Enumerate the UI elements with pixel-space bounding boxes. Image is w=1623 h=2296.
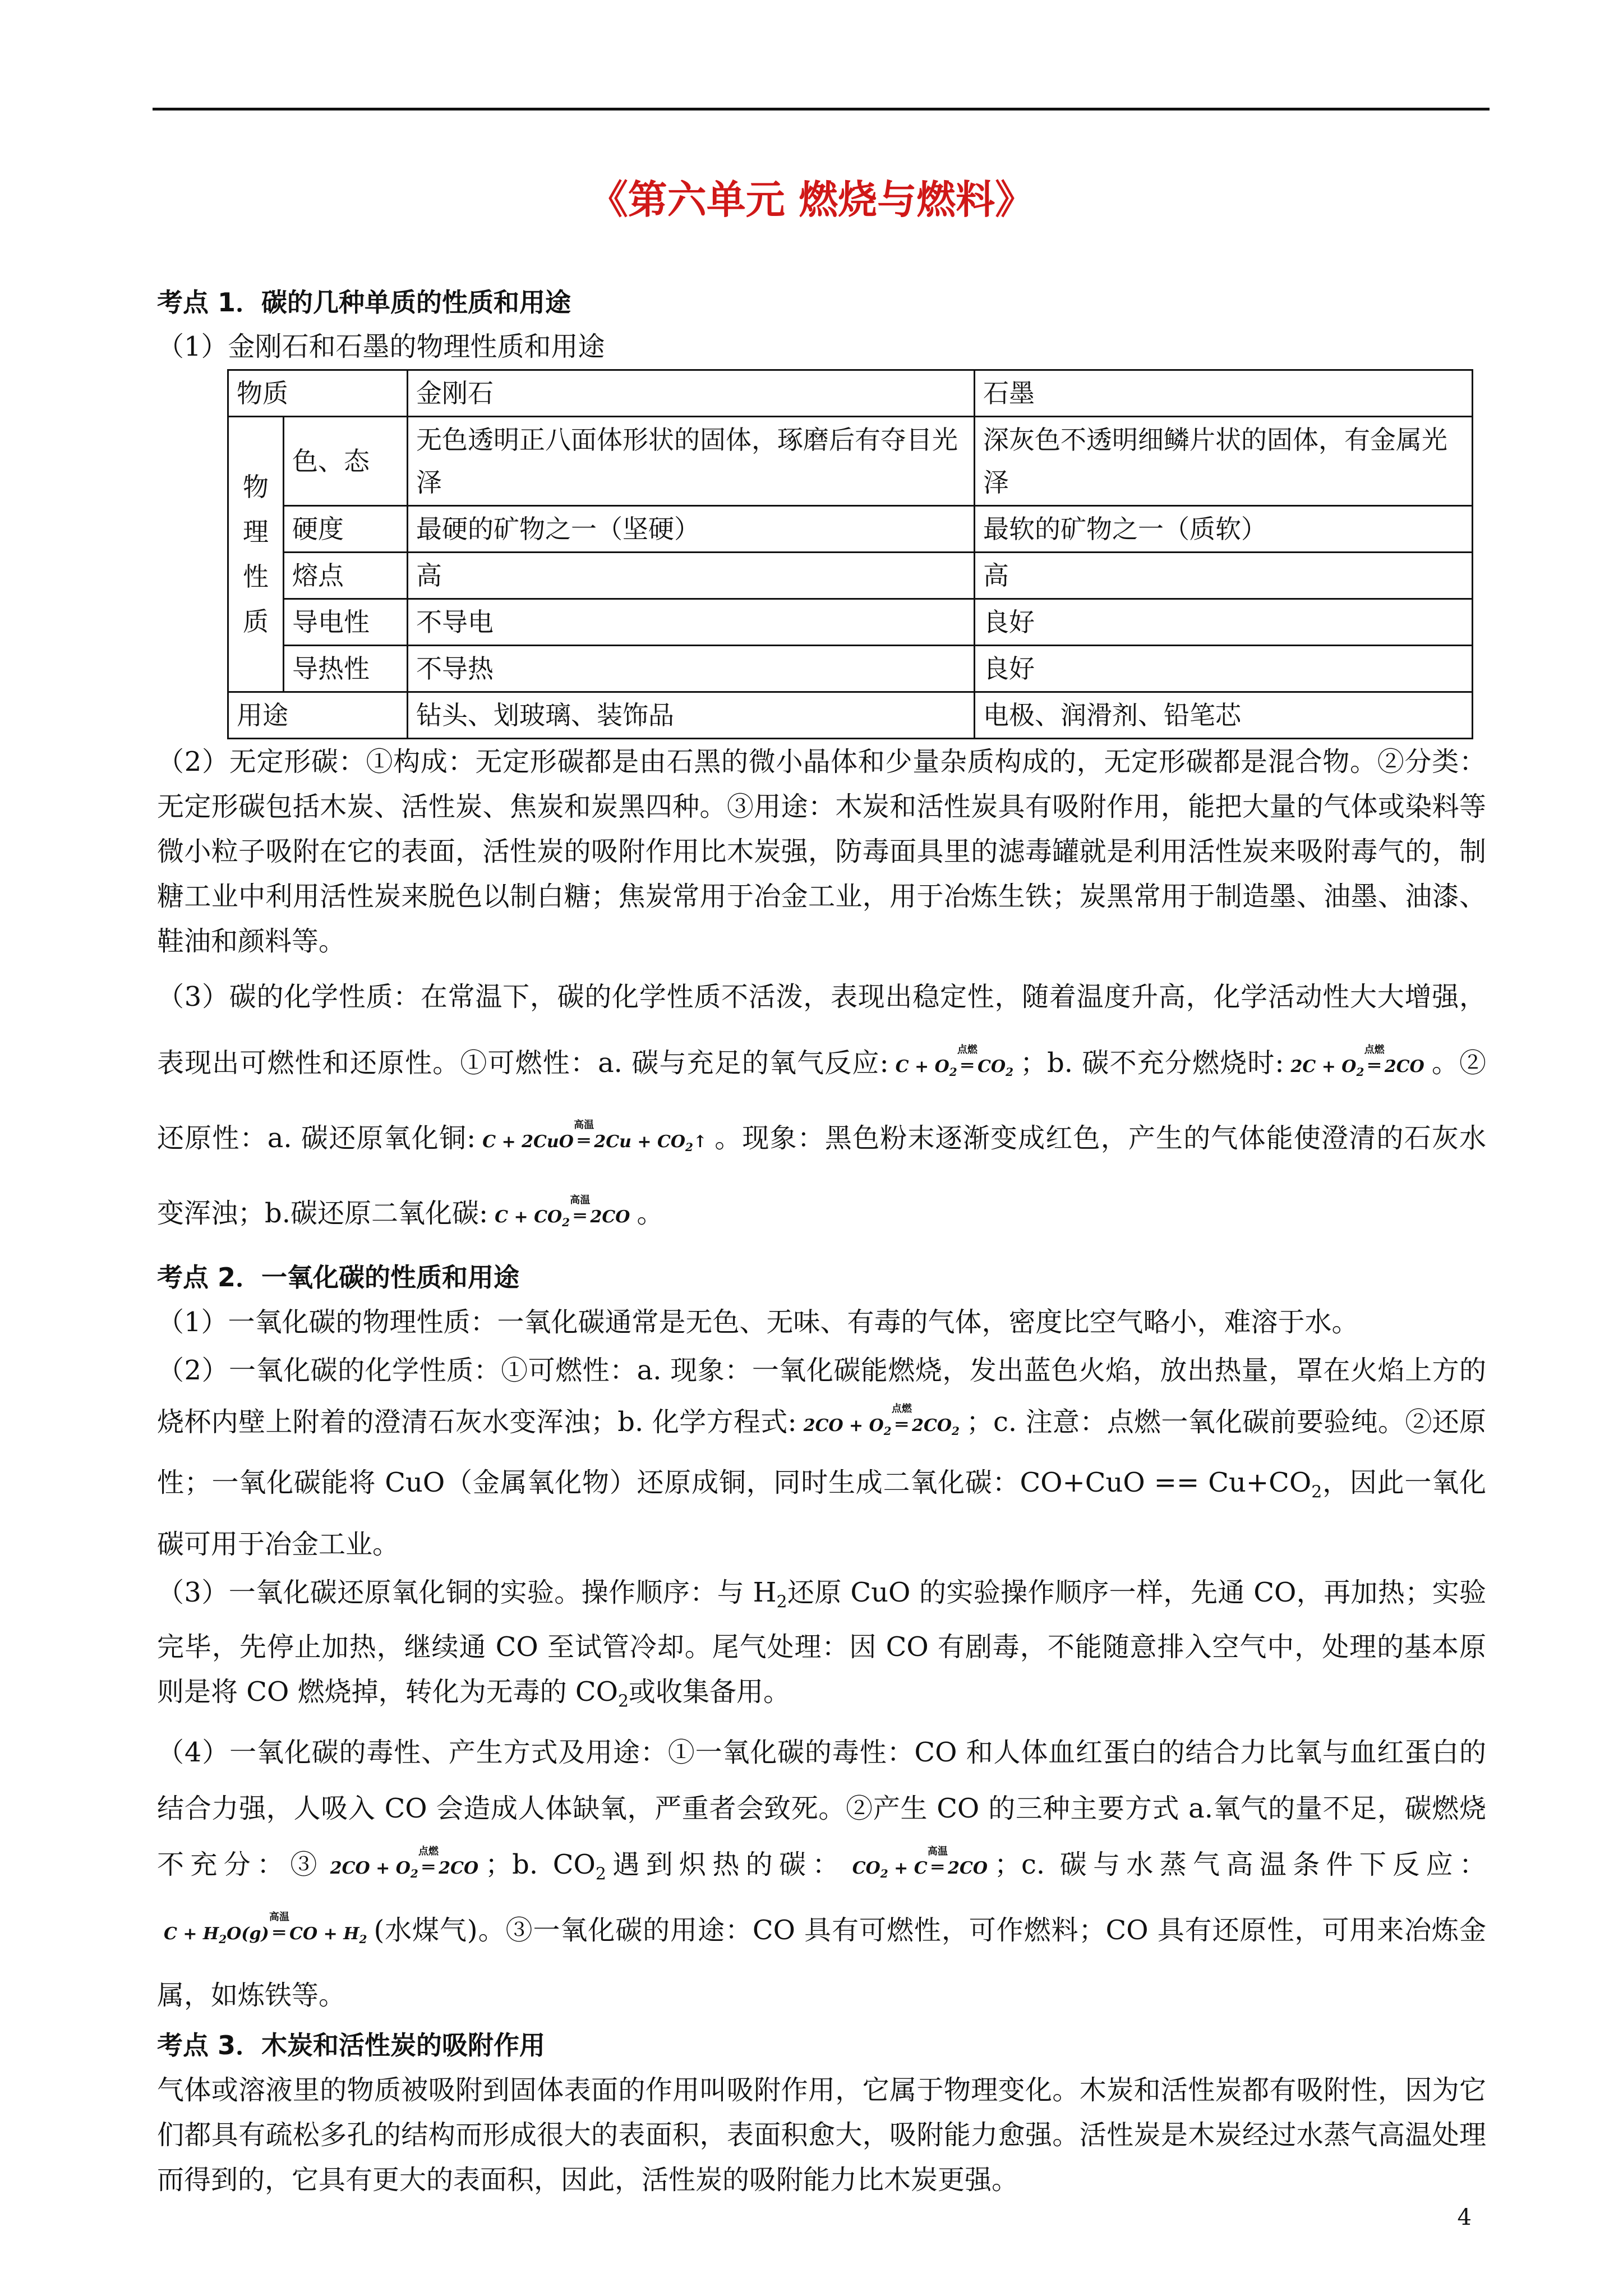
text: ；c. 碳与水蒸气高温条件下反应： <box>994 1848 1486 1880</box>
equation-c-co2: $C + CO_2$ 高温 ═ 2CO <box>495 1183 630 1255</box>
section-heading-1: 考点 1．碳的几种单质的性质和用途 <box>157 287 571 318</box>
eq-left: C + CO <box>495 1207 562 1227</box>
table-row <box>228 506 1473 553</box>
eq-left: 2CO + O <box>803 1416 884 1435</box>
table-row <box>228 370 1473 417</box>
equation-c-h2o: $C + H_2O(g)$ 高温 ═ CO + $H_2$ <box>164 1905 367 1967</box>
subscript: 2 <box>595 1864 606 1884</box>
table-cell: 熔点 <box>284 553 408 599</box>
text: 或收集备用。 <box>629 1676 791 1708</box>
carbon-properties-table <box>227 369 1473 739</box>
table-header-cell: 石墨 <box>975 370 1473 417</box>
eq-right: CO <box>978 1057 1006 1076</box>
text: 还原 CuO 的实验操作顺序一样，先通 CO，再加热；实验完毕，先停止加热，继续通 CO 至试管冷却。尾气处理：因 CO 有剧毒，不能随意排入空气中，处理的基本原则是将 CO 燃烧掉，转化为无毒的 CO <box>157 1576 1486 1708</box>
header-rule <box>153 108 1490 111</box>
text: ；b. CO <box>485 1848 596 1880</box>
table-cell: 良好 <box>975 599 1473 646</box>
eq-right: CO + H <box>289 1924 359 1944</box>
eq-left: C + H <box>164 1924 219 1944</box>
text: （3）碳的化学性质：在常温下，碳的化学性质不活泼，表现出稳定性，随着温度升高，化学活动性大大增强，表现出可燃性和还原性。①可燃性：a. 碳与充足的氧气反应: <box>157 981 1486 1079</box>
subscript: 2 <box>1311 1482 1322 1502</box>
paragraph-co-experiment <box>157 1570 1486 1724</box>
text: 遇到炽热的碳： <box>606 1848 846 1880</box>
text: （3）一氧化碳还原氧化铜的实验。操作顺序：与 H <box>157 1576 777 1608</box>
table-row <box>228 646 1473 692</box>
category-char: 性 <box>243 562 269 592</box>
paragraph-co-chemical <box>157 1345 1486 1570</box>
eq-cond-label: 点燃 <box>957 1044 978 1056</box>
table-cell: 不导热 <box>408 646 975 692</box>
eq-right: 2CO <box>1384 1057 1424 1076</box>
section-heading-2: 考点 2．一氧化碳的性质和用途 <box>157 1262 520 1292</box>
table-cell: 硬度 <box>284 506 408 553</box>
text: ；b. 碳不充分燃烧时: <box>1020 1047 1284 1079</box>
section-heading-3: 考点 3．木炭和活性炭的吸附作用 <box>157 2030 546 2061</box>
text: （2）一氧化碳的化学性质：①可燃性：a. 现象：一氧化碳能燃烧，发出蓝色火焰，放出热量，罩在火焰上方的烧杯内壁上附着的澄清石灰水变浑浊；b. 化学方程式: <box>157 1355 1486 1438</box>
table-cell: 不导电 <box>408 599 975 646</box>
table-cell: 无色透明正八面体形状的固体，琢磨后有夺目光泽 <box>408 417 975 506</box>
table-cell: 导电性 <box>284 599 408 646</box>
eq-left: C + 2CuO <box>482 1132 574 1152</box>
table-cell: 钻头、划玻璃、装饰品 <box>408 692 975 739</box>
text: ，因此一氧化碳可用于冶金工业。 <box>157 1467 1486 1560</box>
paragraph-carbon-chemistry <box>157 964 1486 1255</box>
category-cell <box>228 417 284 692</box>
eq-condition: 点燃 ═ <box>1368 1033 1380 1100</box>
table-cell: 良好 <box>975 646 1473 692</box>
table-row <box>228 553 1473 599</box>
equation-c-o2-full: $C + O_2$ 点燃 ═ $CO_2$ <box>896 1033 1013 1105</box>
eq-cond-label: 高温 <box>570 1194 591 1206</box>
text: 。 <box>637 1198 664 1229</box>
paragraph-amorphous-carbon: （2）无定形碳：①构成：无定形碳都是由石黑的微小晶体和少量杂质构成的，无定形碳都是混合物。②分类：无定形碳包括木炭、活性炭、焦炭和炭黑四种。③用途：木炭和活性炭具有吸附作用，能把大量的气体或染料等微小粒子吸附在它的表面，活性炭的吸附作用比木炭强，防毒面具里的滤毒罐就是利用活性炭来吸附毒气的，制糖工业中利用活性炭来脱色以制白糖；焦炭常用于冶金工业，用于冶炼生铁；炭黑常用于制造墨、油墨、油漆、鞋油和颜料等。 <box>157 746 1486 957</box>
eq-cond-label: 高温 <box>574 1119 594 1131</box>
eq-left: CO <box>852 1858 880 1878</box>
page-title: 《第六单元 燃烧与燃料》 <box>588 177 1035 223</box>
eq-left-2: + C <box>888 1858 928 1878</box>
paragraph-adsorption: 气体或溶液里的物质被吸附到固体表面的作用叫吸附作用，它属于物理变化。木炭和活性炭都有吸附性，因为它们都具有疏松多孔的结构而形成很大的表面积，表面积愈大，吸附能力愈强。活性炭是木炭经过水蒸气高温处理而得到的，它具有更大的表面积，因此，活性炭的吸附能力比木炭更强。 <box>157 2074 1486 2196</box>
eq-condition: 点燃 ═ <box>962 1033 973 1100</box>
eq-cond-label: 高温 <box>269 1911 289 1924</box>
category-char: 理 <box>243 517 269 547</box>
paragraph-co-toxicity <box>157 1724 1486 2024</box>
eq-right: 2CO <box>912 1416 952 1435</box>
eq-cond-label: 点燃 <box>418 1845 439 1857</box>
eq-condition: 点燃 ═ <box>896 1399 907 1452</box>
table-row <box>228 417 1473 506</box>
eq-right: 2CO <box>439 1858 479 1878</box>
table-cell: 深灰色不透明细鳞片状的固体，有金属光泽 <box>975 417 1473 506</box>
table-header-cell: 物质 <box>228 370 408 417</box>
text: 。现象：黑色粉末逐渐变成红色，产生的气体能使澄清的石灰水变浑浊；b.碳还原二氧化碳: <box>157 1122 1486 1229</box>
eq-condition: 高温 ═ <box>932 1839 943 1897</box>
page-number: 4 <box>1457 2205 1472 2230</box>
equation-co-o2: $2CO + O_2$ 点燃 ═ $2CO_2$ <box>804 1399 960 1457</box>
category-char: 质 <box>243 606 269 637</box>
subscript: 2 <box>617 1691 629 1711</box>
equation-c-o2-partial: $2C + O_2$ 点燃 ═ 2CO <box>1291 1033 1424 1105</box>
eq-left: 2C + O <box>1290 1057 1357 1076</box>
content <box>157 280 1486 2202</box>
table-cell: 高 <box>408 553 975 599</box>
eq-condition: 点燃 ═ <box>423 1839 434 1897</box>
text: 。②还原性：a. 碳还原氧化铜: <box>157 1047 1486 1154</box>
table-cell: 用途 <box>228 692 408 739</box>
eq-right: 2CO <box>948 1858 988 1878</box>
text: ；c. 注意：点燃一氧化碳前要验纯。②还原性；一氧化碳能将 CuO（金属氧化物）还原成铜，同时生成二氧化碳：CO+CuO == Cu+CO <box>157 1406 1486 1498</box>
eq-cond-label: 点燃 <box>891 1403 912 1415</box>
eq-condition: 高温 ═ <box>274 1905 285 1962</box>
eq-right: 2CO <box>590 1207 630 1227</box>
category-char: 物 <box>243 472 269 502</box>
eq-condition: 高温 ═ <box>578 1108 589 1175</box>
subscript: 2 <box>776 1592 787 1612</box>
text: (水煤气)。③一氧化碳的用途：CO 具有可燃性，可作燃料；CO 具有还原性，可用来冶炼金属，如炼铁等。 <box>157 1915 1486 2012</box>
text: （4）一氧化碳的毒性、产生方式及用途：①一氧化碳的毒性：CO 和人体血红蛋白的结合力比氧与血红蛋白的结合力强，人吸入 CO 会造成人体缺氧，严重者会致死。②产生 CO 的三种主要方式 a.氧气的量不足，碳燃烧不充分：③ <box>157 1736 1486 1880</box>
table-cell: 最硬的矿物之一（坚硬） <box>408 506 975 553</box>
table-row <box>228 692 1473 739</box>
eq-tail: ↑ <box>693 1132 708 1152</box>
equation-co2-c: $CO_2 + C$ 高温 ═ 2CO <box>852 1839 988 1902</box>
eq-right: 2Cu + CO <box>594 1132 685 1152</box>
table-cell: 高 <box>975 553 1473 599</box>
eq-left: 2CO + O <box>330 1858 411 1878</box>
table-cell: 导热性 <box>284 646 408 692</box>
equation-c-cuo: C + 2CuO 高温 ═ $2Cu + CO_2↑$ <box>482 1108 707 1180</box>
eq-left-2: O(g) <box>227 1924 269 1944</box>
table-row <box>228 599 1473 646</box>
equation-co-formation-1: $2CO + O_2$ 点燃 ═ 2CO <box>330 1839 478 1902</box>
table-cell: 色、态 <box>284 417 408 506</box>
table-header-cell: 金刚石 <box>408 370 975 417</box>
paragraph-co-physical: （1）一氧化碳的物理性质：一氧化碳通常是无色、无味、有毒的气体，密度比空气略小，难溶于水。 <box>157 1306 1359 1338</box>
table-cell: 最软的矿物之一（质软） <box>975 506 1473 553</box>
eq-cond-label: 高温 <box>927 1845 948 1857</box>
subheading-1-1: （1）金刚石和石墨的物理性质和用途 <box>157 331 605 362</box>
table-cell: 电极、润滑剂、铅笔芯 <box>975 692 1473 739</box>
eq-cond-label: 点燃 <box>1364 1044 1385 1056</box>
eq-condition: 高温 ═ <box>574 1183 585 1250</box>
eq-left: C + O <box>895 1057 949 1076</box>
